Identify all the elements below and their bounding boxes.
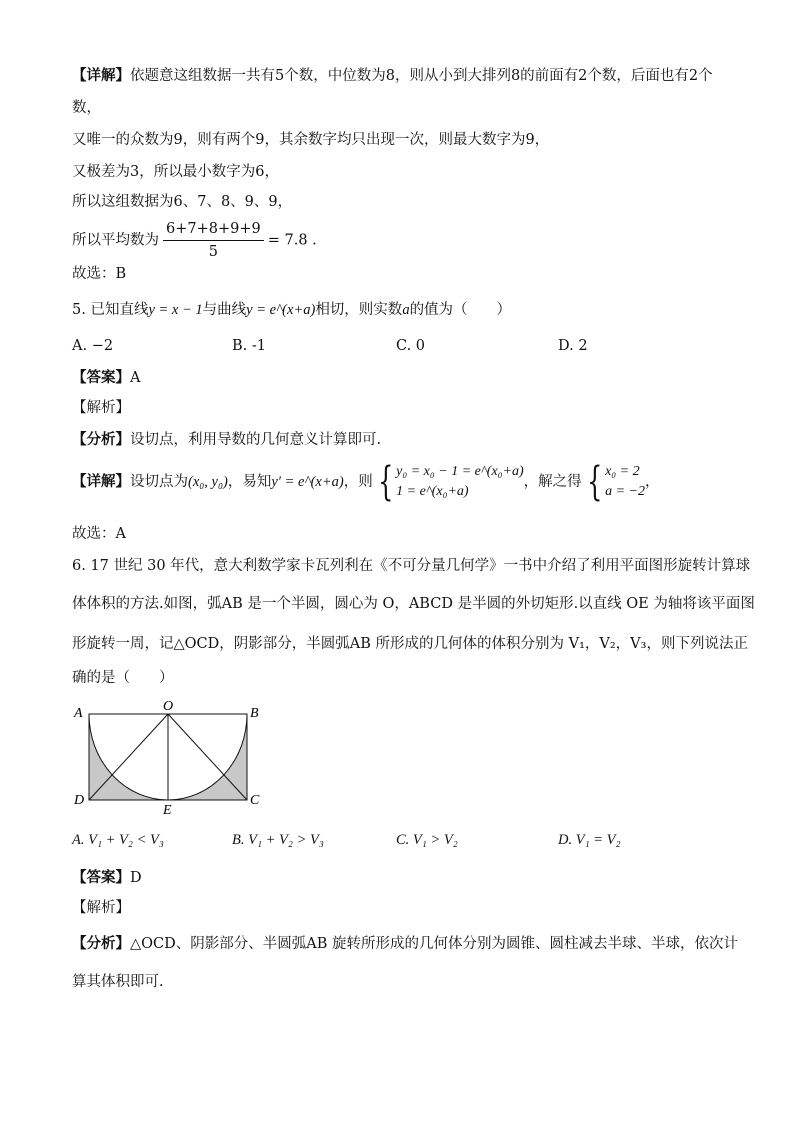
q5-fenxi: 【分析】设切点，利用导数的几何意义计算即可.	[72, 431, 382, 448]
q6-stem-1: 6. 17 世纪 30 年代，意大利数学家卡瓦列利在《不可分量几何学》一书中介绍了利用平面图形旋转计算球	[72, 558, 751, 574]
q6-option-a: A. V₁ + V₂ < V₃	[72, 832, 164, 848]
detail-tag: 【详解】	[72, 67, 130, 84]
label-a: A	[74, 706, 83, 721]
q5-option-b: B. -1	[232, 338, 266, 354]
q6-fenxi-2: 算其体积即可.	[72, 974, 164, 990]
q6-stem-4: 确的是（ ）	[72, 670, 174, 686]
average-fraction: $\frac{6+7+8+9+9}{5}$	[163, 218, 264, 263]
choice-line-1: 故选：B	[72, 266, 127, 282]
left-brace-icon: {	[377, 459, 394, 505]
q6-option-d: D. V₁ = V₂	[558, 832, 621, 848]
q6-stem-2: 体体积的方法.如图，弧AB 是一个半圆，圆心为 O，ABCD 是半圆的外切矩形.以直线 OE 为轴将该平面图	[72, 596, 755, 612]
label-o: O	[163, 699, 174, 714]
q5-answer: 【答案】A	[72, 369, 141, 386]
segment-od	[89, 714, 168, 800]
q5-stem: 5. 已知直线y = x − 1与曲线y = e^(x+a)相切，则实数a的值为（ ）	[72, 302, 512, 318]
solution-system: x₀ = 2 a = −2	[605, 464, 645, 499]
label-c: C	[250, 793, 260, 808]
semicircle-rectangle-figure	[70, 698, 270, 816]
q5-detail: 【详解】设切点为(x₀, y₀)，易知y′ = e^(x+a)，则 { y₀ = x₀ − 1 = e^(x₀+a) 1 = e^(x₀+a) ，解之得 { x₀ = 2 a = −2 ，	[72, 459, 660, 505]
q6-option-b: B. V₁ + V₂ > V₃	[232, 832, 324, 848]
detail-line-3: 又唯一的众数为9，则有两个9，其余数字均只出现一次，则最大数字为9，	[72, 132, 550, 148]
average-line: 所以平均数为 $\frac{6+7+8+9+9}{5}$ = 7.8 .	[72, 218, 317, 263]
q6-fenxi-1: 【分析】△OCD、阴影部分、半圆弧AB 旋转所形成的几何体分别为圆锥、圆柱减去半球、半球，依次计	[72, 935, 738, 952]
detail-line-4: 又极差为3，所以最小数字为6，	[72, 164, 279, 180]
detail-line-2: 数，	[72, 100, 101, 116]
detail-line-5: 所以这组数据为6、7、8、9、9，	[72, 194, 293, 210]
q5-option-a: A. −2	[72, 338, 114, 354]
q6-option-c: C. V₁ > V₂	[396, 832, 458, 848]
q5-option-c: C. 0	[396, 338, 426, 354]
q6-stem-3: 形旋转一周，记△OCD，阴影部分，半圆弧AB 所形成的几何体的体积分别为 V₁，V₂，V₃，则下列说法正	[72, 636, 748, 652]
q5-option-d: D. 2	[558, 338, 588, 354]
q6-analysis-tag: 【解析】	[72, 900, 130, 916]
q5-analysis-tag: 【解析】	[72, 400, 130, 416]
left-brace-icon: {	[586, 459, 603, 505]
q5-choice: 故选：A	[72, 526, 126, 542]
label-b: B	[250, 706, 259, 721]
detail-line-1: 【详解】依题意这组数据一共有5个数，中位数为8，则从小到大排列8的前面有2个数，后面也有2个	[72, 67, 713, 84]
segment-oc	[168, 714, 247, 800]
label-e: E	[163, 803, 172, 816]
label-d: D	[74, 793, 85, 808]
system-equations: y₀ = x₀ − 1 = e^(x₀+a) 1 = e^(x₀+a)	[396, 464, 524, 499]
q6-answer: 【答案】D	[72, 869, 142, 886]
